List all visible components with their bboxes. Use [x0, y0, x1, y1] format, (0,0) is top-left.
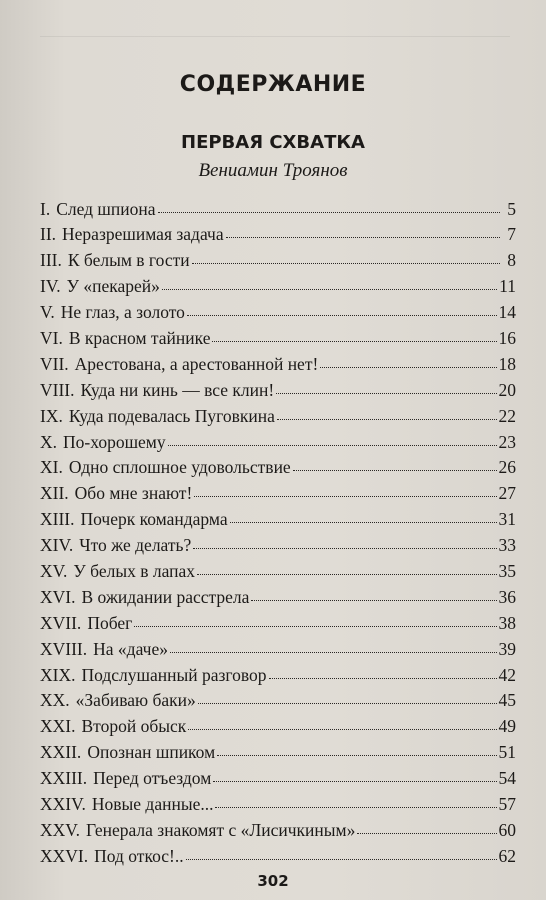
chapter-page-number: 8 — [507, 250, 516, 271]
dot-leader — [186, 844, 497, 862]
chapter-number: VI. — [40, 327, 63, 348]
dot-leader — [193, 534, 496, 552]
toc-entry — [40, 275, 516, 301]
toc-entry — [40, 767, 516, 793]
toc-entry — [40, 844, 516, 870]
chapter-title: Арестована, а арестованной нет! — [74, 353, 319, 374]
chapter-number: I. — [40, 198, 51, 219]
dot-leader — [277, 404, 497, 422]
chapter-page-number: 39 — [498, 638, 516, 659]
dot-leader — [192, 249, 500, 267]
chapter-number: XIII. — [40, 509, 75, 530]
toc-entry — [40, 456, 516, 482]
toc-entry — [40, 197, 516, 223]
toc-entry — [40, 508, 516, 534]
toc-entry — [40, 611, 516, 637]
dot-leader — [212, 326, 496, 344]
chapter-number: XV. — [40, 560, 68, 581]
chapter-number: XI. — [40, 457, 63, 478]
toc-entry — [40, 482, 516, 508]
dot-leader — [134, 611, 496, 629]
dot-leader — [187, 301, 497, 319]
toc-entry — [40, 818, 516, 844]
dot-leader — [198, 689, 497, 707]
toc-entry — [40, 637, 516, 663]
table-of-contents — [40, 197, 516, 870]
chapter-number: IX. — [40, 405, 63, 426]
toc-entry — [40, 534, 516, 560]
chapter-page-number: 14 — [498, 302, 516, 323]
toc-entry — [40, 301, 516, 327]
chapter-title: Перед отъездом — [93, 768, 212, 789]
chapter-number: XXI. — [40, 716, 76, 737]
chapter-title: На «даче» — [93, 638, 168, 659]
dot-leader — [251, 585, 496, 603]
chapter-number: XXIV. — [40, 793, 86, 814]
chapter-number: XXVI. — [40, 845, 89, 866]
toc-entry — [40, 585, 516, 611]
chapter-page-number: 20 — [498, 379, 516, 400]
chapter-page-number: 11 — [499, 276, 516, 297]
chapter-page-number: 42 — [498, 664, 516, 685]
toc-entry — [40, 559, 516, 585]
toc-entry — [40, 715, 516, 741]
dot-leader — [320, 352, 496, 370]
chapter-page-number: 36 — [498, 586, 516, 607]
chapter-page-number: 62 — [498, 845, 516, 866]
chapter-page-number: 22 — [498, 405, 516, 426]
toc-entry — [40, 741, 516, 767]
chapter-title: Под откос!.. — [94, 845, 184, 866]
chapter-title: Не глаз, а золото — [60, 302, 185, 323]
toc-entry — [40, 378, 516, 404]
chapter-number: X. — [40, 431, 58, 452]
chapter-page-number: 38 — [498, 612, 516, 633]
dot-leader — [194, 482, 496, 500]
chapter-page-number: 26 — [498, 457, 516, 478]
chapter-title: Второй обыск — [81, 716, 187, 737]
chapter-number: III. — [40, 250, 62, 271]
dot-leader — [215, 792, 496, 810]
chapter-number: XII. — [40, 483, 69, 504]
dot-leader — [170, 637, 497, 655]
chapter-number: VIII. — [40, 379, 75, 400]
chapter-page-number: 18 — [498, 353, 516, 374]
toc-entry — [40, 663, 516, 689]
chapter-number: XX. — [40, 690, 70, 711]
dot-leader — [226, 223, 500, 241]
chapter-number: XIX. — [40, 664, 76, 685]
dot-leader — [162, 275, 497, 293]
toc-entry — [40, 430, 516, 456]
chapter-title: У «пекарей» — [66, 276, 160, 297]
chapter-title: У белых в лапах — [73, 560, 196, 581]
chapter-number: XVII. — [40, 612, 82, 633]
chapter-title: След шпиона — [56, 198, 156, 219]
chapter-title: Куда подевалась Пуговкина — [68, 405, 275, 426]
toc-entry — [40, 792, 516, 818]
toc-entry — [40, 404, 516, 430]
chapter-title: Побег — [87, 612, 133, 633]
dot-leader — [357, 818, 496, 836]
chapter-number: XXV. — [40, 819, 81, 840]
chapter-title: Неразрешимая задача — [62, 224, 224, 245]
chapter-title: Почерк командарма — [80, 509, 228, 530]
dot-leader — [269, 663, 497, 681]
chapter-number: XXIII. — [40, 768, 88, 789]
chapter-page-number: 27 — [498, 483, 516, 504]
chapter-title: По-хорошему — [63, 431, 166, 452]
chapter-page-number: 7 — [507, 224, 516, 245]
chapter-title: Опознан шпиком — [87, 742, 216, 763]
chapter-page-number: 16 — [498, 327, 516, 348]
chapter-number: VII. — [40, 353, 69, 374]
toc-entry — [40, 689, 516, 715]
chapter-title: К белым в гости — [67, 250, 190, 271]
author-name: Вениамин Троянов — [198, 160, 348, 181]
chapter-title: В красном тайнике — [68, 327, 211, 348]
chapter-title: В ожидании расстрела — [81, 586, 250, 607]
chapter-number: XVI. — [40, 586, 76, 607]
dot-leader — [213, 767, 496, 785]
show-through-text — [40, 36, 510, 77]
chapter-number: XXII. — [40, 742, 82, 763]
dot-leader — [276, 378, 496, 396]
toc-entry — [40, 326, 516, 352]
page-number: 302 — [257, 872, 289, 890]
chapter-page-number: 60 — [498, 819, 516, 840]
chapter-title: Обо мне знают! — [74, 483, 193, 504]
chapter-page-number: 49 — [498, 716, 516, 737]
chapter-page-number: 57 — [498, 793, 516, 814]
chapter-page-number: 35 — [498, 560, 516, 581]
chapter-title: Подслушанный разговор — [81, 664, 267, 685]
contents-heading: СОДЕРЖАНИЕ — [179, 72, 367, 97]
chapter-number: V. — [40, 302, 55, 323]
dot-leader — [217, 741, 496, 759]
chapter-page-number: 23 — [498, 431, 516, 452]
chapter-title: Куда ни кинь — все клин! — [80, 379, 275, 400]
chapter-title: Что же делать? — [79, 535, 192, 556]
chapter-page-number: 31 — [498, 509, 516, 530]
chapter-page-number: 45 — [498, 690, 516, 711]
toc-entry — [40, 352, 516, 378]
chapter-title: Одно сплошное удовольствие — [68, 457, 291, 478]
chapter-number: IV. — [40, 276, 61, 297]
chapter-number: XVIII. — [40, 638, 88, 659]
chapter-title: «Забиваю баки» — [75, 690, 196, 711]
chapter-title: Генерала знакомят с «Лисичкиным» — [86, 819, 356, 840]
chapter-number: II. — [40, 224, 57, 245]
dot-leader — [293, 456, 497, 474]
toc-entry — [40, 223, 516, 249]
chapter-page-number: 54 — [498, 768, 516, 789]
chapter-page-number: 33 — [498, 535, 516, 556]
dot-leader — [168, 430, 497, 448]
chapter-title: Новые данные... — [91, 793, 214, 814]
dot-leader — [188, 715, 496, 733]
chapter-number: XIV. — [40, 535, 74, 556]
chapter-page-number: 5 — [507, 198, 516, 219]
toc-entry — [40, 249, 516, 275]
dot-leader — [197, 559, 496, 577]
dot-leader — [230, 508, 497, 526]
chapter-page-number: 51 — [498, 742, 516, 763]
part-title: ПЕРВАЯ СХВАТКА — [181, 132, 365, 153]
dot-leader — [158, 197, 500, 215]
